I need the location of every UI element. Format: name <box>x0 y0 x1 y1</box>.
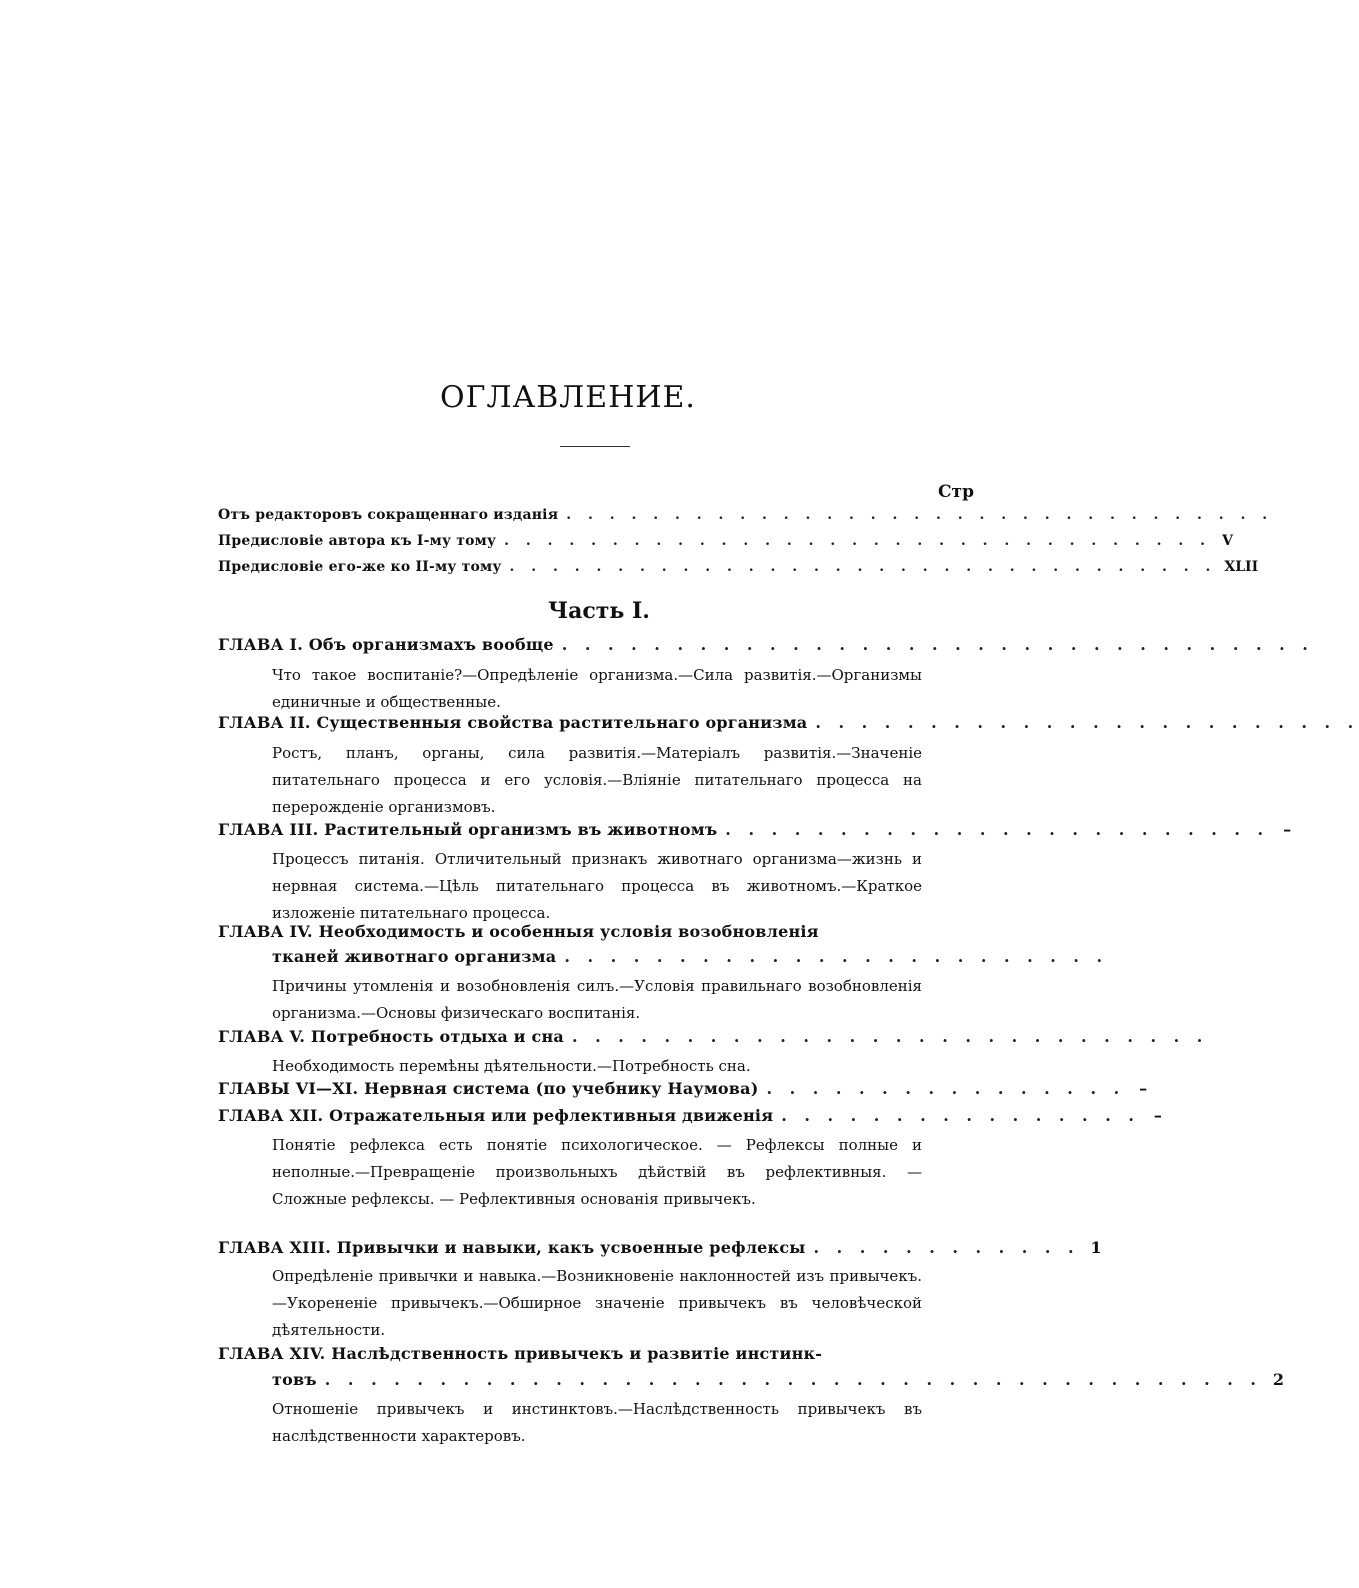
leader-dots: . . . . . . . . . . . . . . . . . . . . . . . . <box>815 713 1359 732</box>
page-title: ОГЛАВЛЕНИЕ. <box>440 380 696 415</box>
toc-entry-front-1 <box>218 507 1274 531</box>
leader-dots: . . . . . . . . . . . . . . . . . . . . . . . . . . . . . . . . . . . . . . . . . <box>324 1370 1262 1389</box>
toc-entry-page: XLII <box>1224 559 1259 575</box>
title-rule <box>560 446 630 447</box>
toc-chapter-3 <box>218 820 1292 844</box>
leader-dots: . . . . . . . . . . . . <box>813 1238 1080 1257</box>
toc-chapter-5 <box>218 1027 1209 1051</box>
toc-entry-label: Предисловіе автора къ І-му тому <box>218 533 497 549</box>
chapter-heading-cont: тканей животнаго организма <box>272 947 557 966</box>
toc-chapter-2 <box>218 713 1359 737</box>
chapter-page: – <box>1283 820 1292 839</box>
toc-chapter-14 <box>218 1344 968 1368</box>
leader-dots: . . . . . . . . . . . . . . . . <box>766 1079 1126 1098</box>
chapter-page: 2 <box>1272 1370 1284 1389</box>
chapter-heading-cont: товъ <box>272 1370 317 1389</box>
chapter-heading: ГЛАВА V. Потребность отдыха и сна <box>218 1027 564 1046</box>
part-title: Часть I. <box>548 598 650 624</box>
chapter-heading: ГЛАВА І. Объ организмахъ вообще <box>218 635 554 654</box>
leader-dots: . . . . . . . . . . . . . . . . . . . . . . . . . . . . . . . . . <box>561 635 1314 654</box>
chapter-page: – <box>1153 1106 1162 1125</box>
chapter-summary: Ростъ, планъ, органы, сила развитія.—Матеріалъ развитія.—Значеніе питательнаго процесса и его условія.—Вліяніе питательнаго процесса на перерожденіе организмовъ. <box>272 744 922 816</box>
toc-entry-page: V <box>1222 533 1233 549</box>
chapter-heading: ГЛАВА XIV. Наслѣдственность привычекъ и развитіе инстинк- <box>218 1344 823 1363</box>
chapter-heading: ГЛАВЫ VI—XI. Нервная система (по учебнику Наумова) <box>218 1079 759 1098</box>
chapter-page: 1 <box>1090 1238 1102 1257</box>
toc-chapter-4-cont <box>272 947 1109 971</box>
chapter-summary: Отношеніе привычекъ и инстинктовъ.—Наслѣдственность привычекъ въ наслѣдственности характеровъ. <box>272 1400 922 1445</box>
toc-entry-label: Отъ редакторовъ сокращеннаго изданія <box>218 507 559 523</box>
toc-chapter-1 <box>218 635 1314 659</box>
chapter-page: – <box>1139 1079 1148 1098</box>
page-column-header: Стр <box>938 482 974 502</box>
chapter-heading: ГЛАВА XII. Отражательныя или рефлективныя движенія <box>218 1106 774 1125</box>
chapter-summary: Опредѣленіе привычки и навыка.—Возникновеніе наклонностей изъ привычекъ.—Укорененіе привычекъ.—Обширное значеніе привычекъ въ человѣческой дѣятельности. <box>272 1267 922 1339</box>
chapter-heading: ГЛАВА ІІ. Существенныя свойства растительнаго организма <box>218 713 808 732</box>
leader-dots: . . . . . . . . . . . . . . . . . . . . . . . . . . . . . . . . . <box>566 507 1274 523</box>
leader-dots: . . . . . . . . . . . . . . . . . . . . . . . . . . . . <box>571 1027 1209 1046</box>
leader-dots: . . . . . . . . . . . . . . . . <box>781 1106 1140 1125</box>
chapter-summary: Необходимость перемѣны дѣятельности.—Потребность сна. <box>272 1057 751 1075</box>
toc-entry-front-2 <box>218 533 1233 557</box>
leader-dots: . . . . . . . . . . . . . . . . . . . . . . . . <box>564 947 1109 966</box>
leader-dots: . . . . . . . . . . . . . . . . . . . . . . . . <box>725 820 1270 839</box>
chapter-summary: Причины утомленія и возобновленія силъ.—Условія правильнаго возобновленія организма.—Основы физическаго воспитанія. <box>272 977 922 1022</box>
toc-chapter-6-11 <box>218 1079 1148 1103</box>
toc-entry-front-3 <box>218 559 1259 583</box>
toc-chapter-4 <box>218 922 968 946</box>
leader-dots: . . . . . . . . . . . . . . . . . . . . . . . . . . . . . . . . . <box>504 533 1211 549</box>
chapter-heading: ГЛАВА ІІІ. Растительный организмъ въ животномъ <box>218 820 718 839</box>
toc-entry-label: Предисловіе его-же ко ІІ-му тому <box>218 559 502 575</box>
toc-chapter-12 <box>218 1106 1162 1130</box>
toc-chapter-13 <box>218 1238 1102 1262</box>
toc-chapter-14-cont <box>272 1370 1284 1394</box>
chapter-summary: Понятіе рефлекса есть понятіе психологическое. — Рефлексы полные и неполные.—Превращеніе произвольныхъ дѣйствій въ рефлективныя. — Сложные рефлексы. — Рефлективныя основанія привычекъ. <box>272 1136 922 1208</box>
chapter-heading: ГЛАВА XIII. Привычки и навыки, какъ усвоенные рефлексы <box>218 1238 806 1257</box>
chapter-summary: Процессъ питанія. Отличительный признакъ животнаго организма—жизнь и нервная система.—Цѣль питательнаго процесса въ животномъ.—Краткое изложеніе питательнаго процесса. <box>272 850 922 922</box>
chapter-heading: ГЛАВА IV. Необходимость и особенныя условія возобновленія <box>218 922 819 941</box>
leader-dots: . . . . . . . . . . . . . . . . . . . . . . . . . . . . . . . . . <box>509 559 1217 575</box>
chapter-summary: Что такое воспитаніе?—Опредѣленіе организма.—Сила развитія.—Организмы единичные и общественные. <box>272 666 922 711</box>
